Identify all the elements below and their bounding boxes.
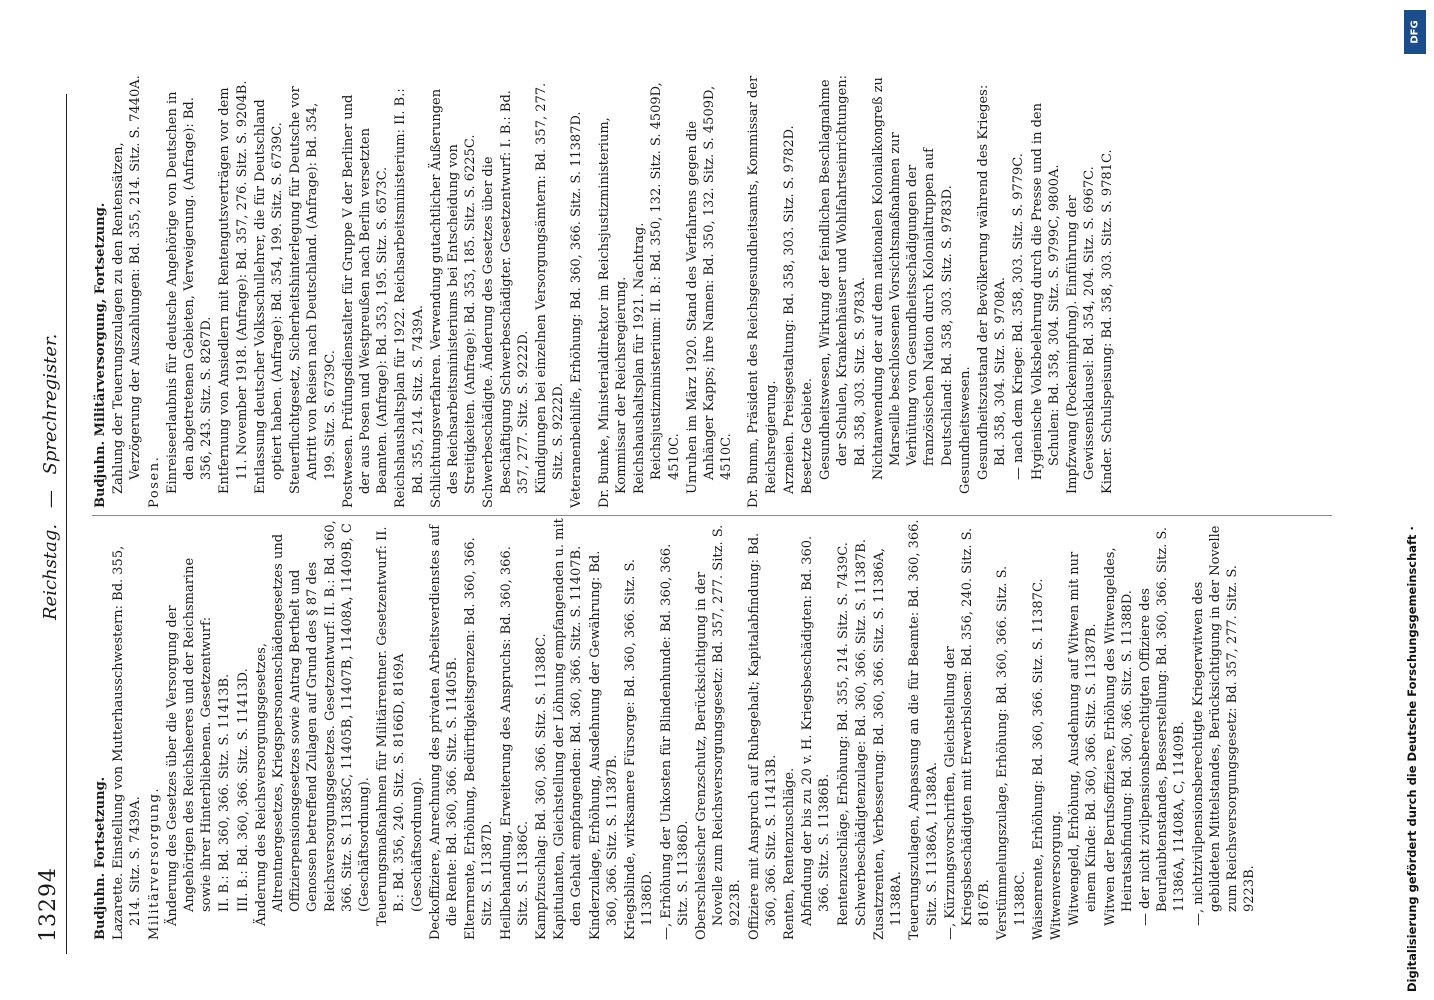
index-entry: Reichshaushaltsplan für 1922. Reichsarbeitsministerium: II. B.: Bd. 355, 214. Sitz. S. 7439A. <box>393 88 426 508</box>
index-entry: Gesundheitswesen. <box>957 366 973 494</box>
digitization-sidebar <box>1398 6 1430 996</box>
index-entry: Schlichtungsverfahren. Verwendung gutachtlicher Äußerungen des Reichsarbeitsministeriums bei Entscheidung von Streitigkeiten. (Anfrage): Bd. 353, 185. Sitz. S. 6225C. <box>428 88 479 508</box>
index-entry: Arzneien. Preisgestaltung: Bd. 358, 303. Sitz. S. 9782D. <box>781 125 797 494</box>
index-entry: Kriegsblinde, wirksamere Fürsorge: Bd. 360, 366. Sitz. S. 11386D. <box>623 558 656 940</box>
index-entry: Offiziere mit Anspruch auf Ruhegehalt; Kapitalabfindung: Bd. 360, 366. Sitz. S. 11413B. <box>746 532 779 940</box>
index-entry: Lazarette. Einstellung von Mutterhausschwestern: Bd. 355, 214. Sitz. S. 7439A. <box>111 545 144 940</box>
index-entry: Gesundheitszustand der Bevölkerung während des Krieges: Bd. 358, 304. Sitz. S. 9708A. <box>975 84 1009 480</box>
index-entry: Änderung des Reichsversorgungsgesetzes, Altrentnergesetzes, Kriegspersonenschädengesetzes und Offizierpensionsgesetzes sowie Antrag Berthelt und Genossen betreffend Zulagen auf Grund des § 87 des Reichsversorgungsgesetzes. Gesetzentwurf: II. B.: Bd. 360, 366. Sitz. S. 11385C, 11405B, 11407B, 11408A, 11409B, C (Geschäftsordnung). <box>253 520 373 926</box>
index-entry: Steuerfluchtgesetz, Sicherheitshinterlegung für Deutsche vor Antritt von Reisen nach Deutschland. (Anfrage): Bd. 354, 199. Sitz. S. 6739C. <box>288 86 338 494</box>
index-entry: Waisenrente, Erhöhung: Bd. 360, 366. Sitz. S. 11387C. <box>1030 578 1046 940</box>
index-entry: Abfindung der bis zu 20 v. H. Kriegsbeschädigten: Bd. 360. 366. Sitz. S. 11386B. <box>800 535 833 926</box>
index-entry: Einreiseerlaubnis für deutsche Angehörige von Deutschen in den abgetretenen Gebieten, Verweigerung. (Anfrage): Bd. 356, 243. Sitz. S. 8267D. <box>164 91 215 494</box>
left-column <box>92 518 1259 940</box>
index-entry: Schwerbeschädigte. Änderung des Gesetzes über die Beschäftigung Schwerbeschädigter. Gesetzentwurf: I. B.: Bd. 357, 277. Sitz. S. 9222D. <box>481 90 531 508</box>
index-entry: Budjuhn. Fortsetzung. <box>93 776 108 940</box>
index-entry: Militärversorgung. <box>146 786 162 940</box>
index-entry: Unruhen im März 1920. Stand des Verfahrens gegen die Anhänger Kapps; ihre Namen: Bd. 350, 132. Sitz. S. 4509D, 4510C. <box>684 85 735 494</box>
index-entry: Witwenversorgung. <box>1048 810 1064 940</box>
index-entry: Schwerbeschädigtenzulage: Bd. 360, 366. Sitz. S. 11387B. <box>853 539 869 926</box>
index-entry: Nichtanwendung der auf dem nationalen Kolonialkongreß zu Marseille beschlossenen Vorsichtsmaßnahmen zur Verhütung von Gesundheitsschädigungen der französischen Nation durch Kolonialtruppen auf Deutschland: Bd. 358, 303. Sitz. S. 9783D. <box>870 77 955 480</box>
index-entry: Kündigungen bei einzelnen Versorgungsämtern: Bd. 357, 277. Sitz. S. 9222D. <box>534 82 567 494</box>
index-entry: Elternrente, Erhöhung, Bedürftigkeitsgrenzen: Bd. 360, 366. Sitz. S. 11387D. <box>463 537 496 940</box>
index-entry: —, nichtzivilpensionsberechtigte Kriegerwitwen des gebildeten Mittelstandes, Berücksichtigung in der Novelle zum Reichsversorgungsgesetz: Bd. 357, 277. Sitz. S. 9223B. <box>1190 525 1258 926</box>
index-entry: Verstümmelungszulage, Erhöhung: Bd. 360, 366. Sitz. S. 11388C. <box>995 565 1028 940</box>
index-entry: Besetzte Gebiete. <box>799 377 815 494</box>
person-heading: Dr. Bumke, Ministerialdirektor im Reichsjustizministerium, Kommissar der Reichsregierung. <box>596 117 629 508</box>
index-entry: Posen. <box>146 455 162 508</box>
index-entry: III. B.: Bd. 360, 366. Sitz. S. 11413D. <box>235 668 251 912</box>
index-entry: Witwengeld, Erhöhung, Ausdehnung auf Witwen mit nur einem Kinde: Bd. 360, 366. Sitz. S. 11387B. <box>1067 551 1100 926</box>
index-entry: Gesundheitswesen, Wirkung der feindlichen Beschlagnahme der Schulen, Krankenhäuser und Wohlfahrtseinrichtungen: Bd. 358, 303. Sitz. S. 9783A. <box>818 74 868 480</box>
page-number: 13294 <box>36 867 61 942</box>
running-head-separator: — <box>40 490 61 509</box>
index-entry: Oberschlesischer Grenzschutz, Berücksichtigung in der Novelle zum Reichsversorgungsgesetz: Bd. 357, 277. Sitz. S. 9223B. <box>693 524 744 940</box>
index-entry: Deckoffiziere, Anrechnung des privaten Arbeitsverdienstes auf die Rente: Bd. 360, 366. Sitz. S. 11405B. <box>427 524 461 940</box>
running-head-left: Reichstag. <box>40 523 61 620</box>
index-entry: — der nicht zivilpensionsberechtigten Offiziere des Beurlaubtenstandes, Besserstellung: Bd. 360, 366. Sitz. S. 11386A, 11408A, C, 11409B. <box>1137 527 1188 926</box>
running-head-right: Sprechregister. <box>40 333 61 475</box>
index-entry: Veteranenbeihilfe, Erhöhung: Bd. 360, 366. Sitz. S. 11387D. <box>569 111 585 508</box>
index-entry: Witwen der Berufsoffiziere, Erhöhung des Witwengeldes, Heiratsabfindung: Bd. 360, 366. Sitz. S. 11388D. <box>1102 547 1135 926</box>
index-entry: Entlassung deutscher Volksschullehrer, die für Deutschland optiert haben. (Anfrage): Bd. 354, 199. Sitz. S. 6739C. <box>252 99 286 494</box>
index-entry: Entfernung von Ansiedlern mit Rentengutsverträgen vor dem 11. November 1918. (Anfrage): Bd. 357, 276. Sitz. S. 9204B. <box>217 80 250 494</box>
person-heading: Dr. Bumm, Präsident des Reichsgesundheitsamts, Kommissar der Reichsregierung. <box>746 75 779 508</box>
index-entry: II. B.: Bd. 360, 366. Sitz. S. 11413B. <box>217 673 233 912</box>
header-rule <box>66 94 67 954</box>
index-entry: Zusatzrenten, Verbesserung: Bd. 360, 366. Sitz. S. 11386A, 11388A. <box>871 548 905 940</box>
index-entry: Hygienische Volksbelehrung durch die Presse und in den Schulen: Bd. 358, 304. Sitz. S. 9799C, 9800A. <box>1029 103 1062 480</box>
index-entry: Teuerungszulagen, Anpassung an die für Beamte: Bd. 360, 366. Sitz. S. 11386A, 11388A. <box>907 519 940 940</box>
index-entry: Impfzwang (Pockenimpfung). Einführung der Gewissensklausel: Bd. 354, 204. Sitz. S. 6967C. <box>1064 166 1098 494</box>
index-entry: Kapitulanten, Gleichstellung der Löhnung empfangenden u. mit den Gehalt empfangenden: Bd. 360, 366. Sitz. S. 11407B. <box>552 518 585 940</box>
index-entry: —, Kürzungsvorschriften, Gleichstellung der Kriegsbeschädigten mit Erwerbslosen: Bd. 356, 240. Sitz. S. 8167B. <box>942 527 993 940</box>
index-entry: Kinder. Schulspeisung: Bd. 358, 303. Sitz. S. 9781C. <box>1100 149 1116 494</box>
index-entry: — nach dem Kriege: Bd. 358, 303. Sitz. S. 9779C. <box>1011 153 1027 480</box>
right-column <box>92 72 1118 508</box>
index-entry: Teuerungsmaßnahmen für Militärrentner. Gesetzentwurf: II. B.: Bd. 356, 240. Sitz. S. 8166D, 8169A (Geschäftsordnung). <box>375 526 425 926</box>
running-head <box>40 334 61 620</box>
dfg-logo: DFG <box>1404 10 1426 54</box>
index-entry: Postwesen. Prüfungsdienstalter für Gruppe V der Berliner und der aus Posen und Westpreußen nach Berlin versetzten Beamten. (Anfrage): Bd. 353, 195. Sitz. S. 6573C. <box>340 94 391 508</box>
index-entry: Zahlung der Teuerungszulagen zu den Rentensätzen, Verzögerung der Auszahlungen: Bd. 355, 214. Sitz. S. 7440A. <box>111 75 144 494</box>
column-divider <box>92 515 1332 516</box>
index-entry: Rentenzuschläge, Erhöhung: Bd. 355, 214. Sitz. S. 7439C. <box>835 542 851 926</box>
index-entry: Kinderzulage, Erhöhung, Ausdehnung der Gewährung: Bd. 360, 366. Sitz. S. 11387B. <box>587 550 620 940</box>
digitization-credit: Digitalisierung gefördert durch die Deutsche Forschungsgemeinschaft · <box>1405 526 1419 992</box>
index-entry: —, Erhöhung der Unkosten für Blindenhunde: Bd. 360, 366. Sitz. S. 11386D. <box>658 543 691 940</box>
index-entry: Renten, Rentenzuschläge. <box>781 767 797 940</box>
index-entry: Heilbehandlung, Erweiterung des Anspruchs: Bd. 360, 366. Sitz. S. 11386C. <box>498 546 531 940</box>
index-entry: Kampfzuschlag: Bd. 360, 366. Sitz. S. 11388C. <box>534 633 550 940</box>
index-entry: Budjuhn. Militärversorgung, Fortsetzung. <box>93 202 108 508</box>
index-entry: Reichshaushaltsplan für 1921. Nachtrag. Reichsjustizministerium: II. B.: Bd. 350, 132. Sitz. S. 4509D, 4510C. <box>632 82 682 494</box>
index-entry: Änderung des Gesetzes über die Versorgung der Angehörigen des Reichsheeres und der Reichsmarine sowie ihrer Hinterbliebenen. Gesetzentwurf: <box>164 557 215 926</box>
